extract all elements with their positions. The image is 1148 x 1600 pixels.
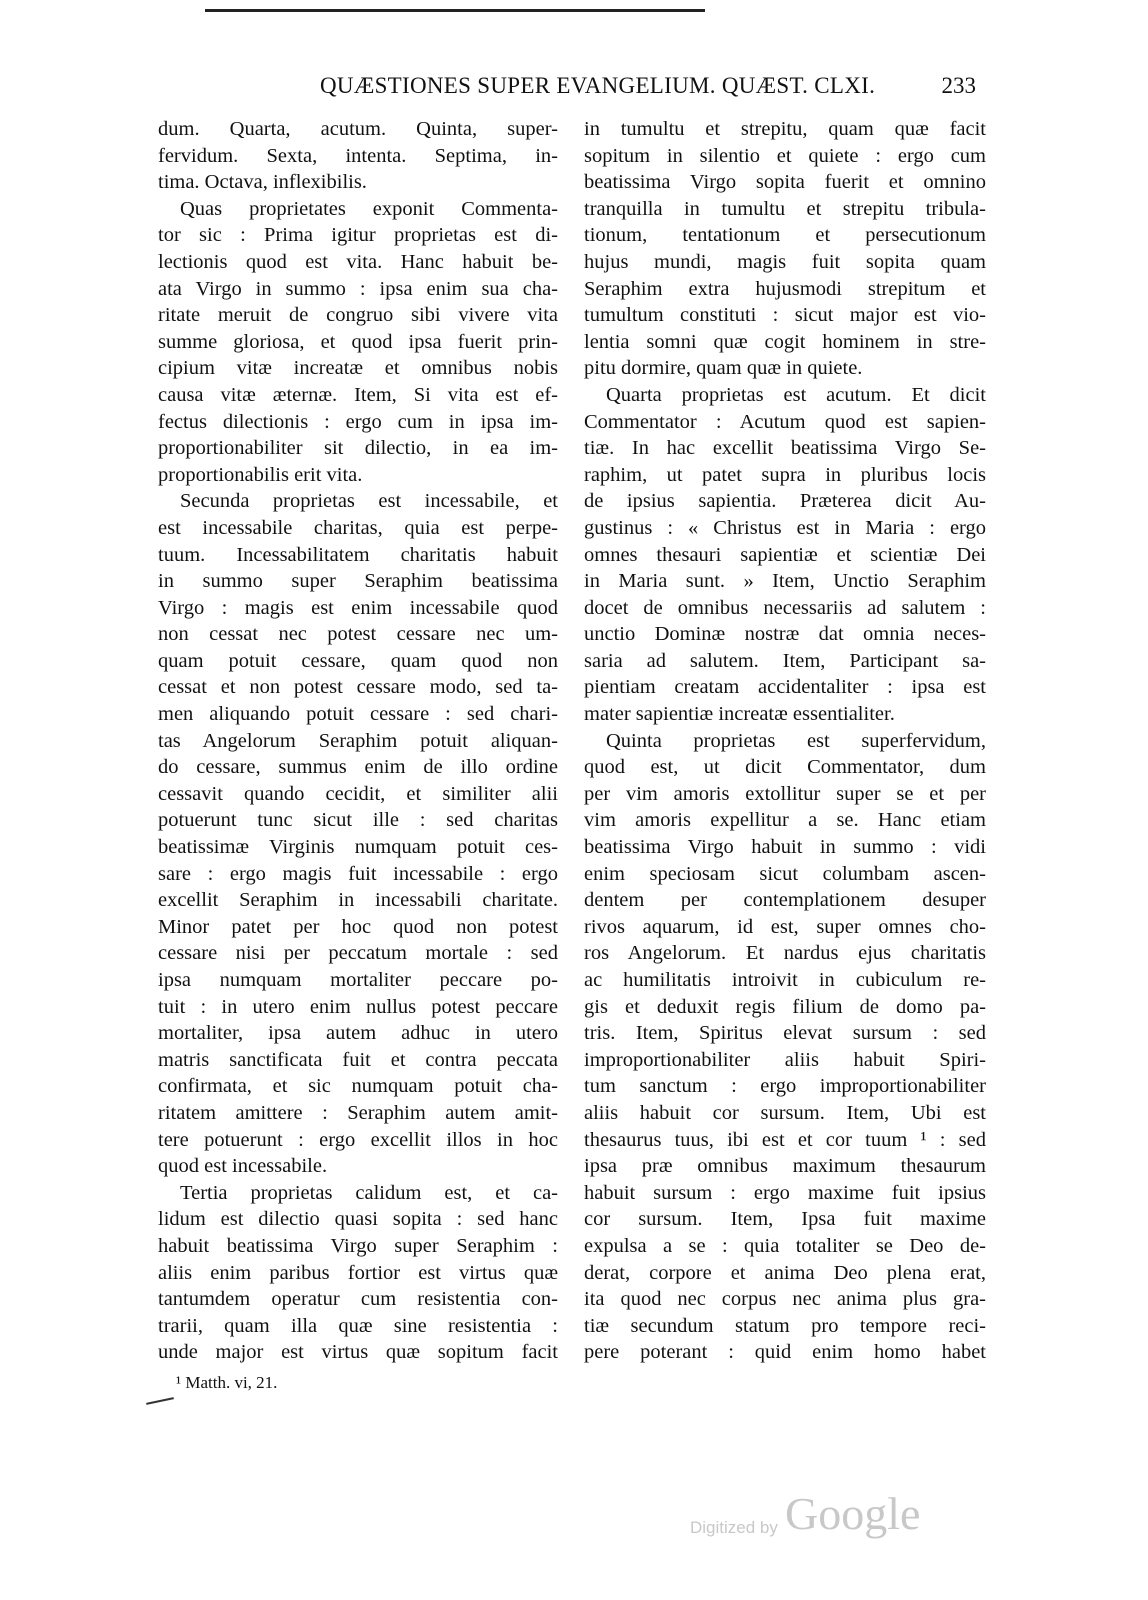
text-line: beatissima Virgo habuit in summo : vidi	[584, 836, 986, 859]
text-line: improportionabiliter aliis habuit Spiri-	[584, 1048, 986, 1071]
text-line: gustinus : « Christus est in Maria : ergo	[584, 516, 986, 539]
text-line: pitu dormire, quam quæ in quiete.	[584, 357, 863, 380]
text-line: tor sic : Prima igitur proprietas est di-	[158, 224, 558, 247]
text-line: Tertia proprietas calidum est, et ca-	[180, 1181, 558, 1204]
text-line: omnes thesauri sapientiæ et scientiæ Dei	[584, 543, 986, 566]
text-line: in tumultu et strepitu, quam quæ facit	[584, 118, 986, 140]
text-line: unde major est virtus quæ sopitum facit	[158, 1341, 558, 1364]
margin-mark	[146, 1397, 174, 1405]
text-line: tere potuerunt : ergo excellit illos in hoc	[158, 1128, 558, 1151]
text-line: mater sapientiæ increatæ essentialiter.	[584, 703, 895, 726]
text-line: derat, corpore et anima Deo plena erat,	[584, 1261, 986, 1284]
text-line: do cessare, summus enim de illo ordine	[158, 756, 558, 779]
text-line: beatissimæ Virginis numquam potuit ces-	[158, 836, 558, 859]
text-line: sare : ergo magis fuit incessabile : ergo	[158, 862, 558, 885]
text-line: in Maria sunt. » Item, Unctio Seraphim	[584, 570, 986, 593]
text-line: habuit beatissima Virgo super Seraphim :	[158, 1234, 558, 1257]
text-line: cessare nisi per peccatum mortale : sed	[158, 942, 558, 965]
text-line: mortaliter, ipsa autem adhuc in utero	[158, 1022, 558, 1045]
text-line: per vim amoris extollitur super se et per	[584, 782, 986, 805]
running-head	[300, 73, 990, 107]
text-line: ac humilitatis introivit in cubiculum re-	[584, 969, 986, 991]
text-line: tantumdem operatur cum resistentia con-	[158, 1288, 558, 1311]
text-line: est incessabile charitas, quia est perpe-	[158, 516, 558, 539]
watermark-prefix: Digitized by	[690, 1518, 778, 1537]
text-line: matris sanctificata fuit et contra peccata	[158, 1048, 558, 1071]
digitized-by-google-watermark	[690, 1482, 930, 1542]
running-title: QUÆSTIONES SUPER EVANGELIUM. QUÆST. CLXI.	[320, 73, 876, 98]
text-line: expulsa a se : quia totaliter se Deo de-	[584, 1234, 986, 1257]
footnote: ¹ Matth. vi, 21.	[176, 1373, 278, 1392]
text-line: ita quod nec corpus nec anima plus gra-	[584, 1288, 986, 1311]
text-line: Commentator : Acutum quod est sapien-	[584, 410, 986, 433]
text-line: aliis habuit cor sursum. Item, Ubi est	[584, 1101, 986, 1124]
text-line: ata Virgo in summo : ipsa enim sua cha-	[158, 277, 558, 300]
text-line: ritatem amittere : Seraphim autem amit-	[158, 1101, 558, 1124]
text-line: lentia somni quæ cogit hominem in stre-	[584, 330, 986, 353]
text-line: ritate meruit de congruo sibi vivere vita	[158, 304, 558, 327]
text-line: Secunda proprietas est incessabile, et	[180, 490, 558, 513]
text-line: tranquilla in tumultu et strepitu tribula-	[584, 197, 986, 220]
left-column	[158, 116, 558, 1366]
text-line: Quinta proprietas est superfervidum,	[606, 729, 986, 752]
text-line: lectionis quod est vita. Hanc habuit be-	[158, 250, 558, 273]
text-line: proportionabiliter sit dilectio, in ea im-	[158, 437, 558, 460]
text-line: summe gloriosa, et quod ipsa fuerit prin-	[158, 330, 558, 353]
text-line: tiæ. In hac excellit beatissima Virgo Se-	[584, 437, 986, 460]
text-line: vim amoris expellitur a se. Hanc etiam	[584, 809, 986, 832]
text-line: potuerunt tunc sicut ille : sed charitas	[158, 809, 558, 832]
text-line: tuit : in utero enim nullus potest peccare	[158, 995, 558, 1018]
text-line: raphim, ut patet supra in pluribus locis	[584, 463, 986, 486]
text-line: pere poterant : quid enim homo habet	[584, 1341, 986, 1364]
text-line: ros Angelorum. Et nardus ejus charitatis	[584, 942, 986, 965]
text-line: beatissima Virgo sopita fuerit et omnino	[584, 171, 986, 194]
text-line: hujus mundi, magis fuit sopita quam	[584, 250, 986, 273]
text-line: gis et deduxit regis filium de domo pa-	[584, 995, 986, 1018]
text-line: excellit Seraphim in incessabili charitate.	[158, 889, 558, 912]
text-line: Quas proprietates exponit Commenta-	[180, 197, 558, 220]
text-line: confirmata, et sic numquam potuit cha-	[158, 1075, 558, 1098]
text-line: de ipsius sapientia. Præterea dicit Au-	[584, 490, 986, 513]
text-line: ipsa præ omnibus maximum thesaurum	[584, 1155, 986, 1178]
text-line: men aliquando potuit cessare : sed chari-	[158, 703, 558, 726]
text-line: Virgo : magis est enim incessabile quod	[158, 596, 558, 619]
text-line: cessat et non potest cessare modo, sed ta-	[158, 676, 558, 699]
text-line: tum sanctum : ergo improportionabiliter	[584, 1075, 986, 1098]
text-line: thesaurus tuus, ibi est et cor tuum ¹ : sed	[584, 1128, 986, 1151]
text-line: lidum est dilectio quasi sopita : sed hanc	[158, 1208, 558, 1231]
text-line: tionum, tentationum et persecutionum	[584, 224, 986, 247]
text-line: quam potuit cessare, quam quod non	[158, 649, 558, 672]
watermark-brand: Google	[785, 1488, 921, 1539]
text-line: proportionabilis erit vita.	[158, 463, 363, 486]
text-line: sopitum in silentio et quiete : ergo cum	[584, 144, 986, 167]
text-line: tima. Octava, inflexibilis.	[158, 171, 367, 194]
right-column	[584, 116, 986, 1366]
text-line: rivos aquarum, id est, super omnes cho-	[584, 915, 986, 938]
text-line: causa vitæ æternæ. Item, Si vita est ef-	[158, 383, 558, 406]
text-line: dum. Quarta, acutum. Quinta, super-	[158, 118, 558, 140]
text-line: unctio Dominæ nostræ dat omnia neces-	[584, 623, 986, 646]
text-line: dentem per contemplationem desuper	[584, 889, 986, 912]
text-line: cessavit quando cecidit, et similiter alii	[158, 782, 558, 805]
text-line: tiæ secundum statum pro tempore reci-	[584, 1314, 986, 1337]
top-rule	[205, 9, 705, 12]
text-line: cipium vitæ increatæ et omnibus nobis	[158, 357, 558, 380]
text-line: pientiam creatam accidentaliter : ipsa est	[584, 676, 986, 699]
text-line: tumultum constituti : sicut major est vio-	[584, 304, 986, 327]
text-line: aliis enim paribus fortior est virtus quæ	[158, 1261, 558, 1284]
text-line: ipsa numquam mortaliter peccare po-	[158, 969, 558, 991]
text-line: non cessat nec potest cessare nec um-	[158, 623, 558, 646]
text-line: in summo super Seraphim beatissima	[158, 570, 558, 593]
text-line: quod est incessabile.	[158, 1155, 328, 1178]
text-line: tris. Item, Spiritus elevat sursum : sed	[584, 1022, 986, 1045]
text-line: Minor patet per hoc quod non potest	[158, 915, 558, 938]
text-line: docet de omnibus necessariis ad salutem :	[584, 596, 986, 619]
text-line: saria ad salutem. Item, Participant sa-	[584, 649, 986, 672]
text-line: Quarta proprietas est acutum. Et dicit	[606, 383, 986, 406]
text-line: habuit sursum : ergo maxime fuit ipsius	[584, 1181, 986, 1204]
text-line: trarii, quam illa quæ sine resistentia :	[158, 1314, 558, 1337]
text-line: fectus dilectionis : ergo cum in ipsa im-	[158, 410, 558, 433]
text-line: enim speciosam sicut columbam ascen-	[584, 862, 986, 885]
text-line: cor sursum. Item, Ipsa fuit maxime	[584, 1208, 986, 1231]
text-line: quod est, ut dicit Commentator, dum	[584, 756, 986, 779]
text-line: fervidum. Sexta, intenta. Septima, in-	[158, 144, 558, 167]
text-line: tas Angelorum Seraphim potuit aliquan-	[158, 729, 558, 752]
text-line: tuum. Incessabilitatem charitatis habuit	[158, 543, 558, 566]
text-line: Seraphim extra hujusmodi strepitum et	[584, 277, 986, 300]
page-number: 233	[941, 73, 976, 98]
